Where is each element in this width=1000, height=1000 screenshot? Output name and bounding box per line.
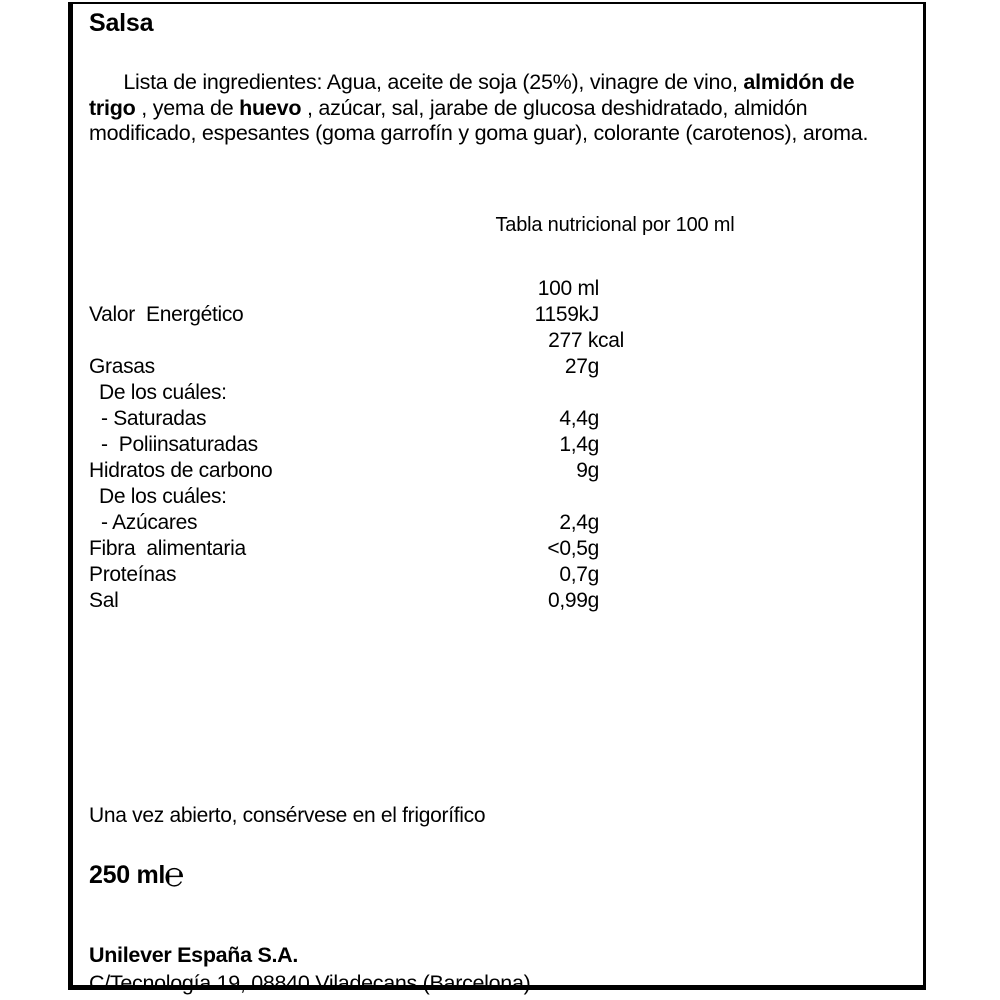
nutrition-row	[89, 328, 919, 354]
nutrition-column-header-row	[89, 276, 919, 302]
estimated-sign-icon: ℮	[164, 856, 185, 894]
nutrition-row-value: 9g	[576, 459, 599, 482]
label-header	[89, 4, 915, 172]
nutrition-row	[89, 458, 919, 484]
nutrition-row	[89, 432, 919, 458]
nutrition-row-label: Sal	[89, 589, 119, 612]
nutrition-row	[89, 302, 919, 328]
nutrition-row-value: <0,5g	[547, 537, 599, 560]
ingredients-allergen-wheat-starch: almidón de trigo	[89, 70, 861, 120]
ingredients-suffix: , azúcar, sal, jarabe de glucosa deshidratado, almidón modificado, espesantes (goma garrofín y goma guar), colorante (carotenos), aroma.	[89, 95, 869, 145]
net-volume	[89, 856, 185, 894]
nutrition-row-label: Grasas	[89, 355, 155, 378]
nutrition-table-caption: Tabla nutricional por 100 ml	[495, 214, 735, 236]
ingredients-prefix: Lista de ingredientes: Agua, aceite de soja (25%), vinagre de vino,	[123, 70, 744, 94]
nutrition-row-label: Proteínas	[89, 563, 177, 586]
nutrition-row-label: - Saturadas	[101, 407, 207, 430]
nutrition-row	[89, 354, 919, 380]
nutrition-row	[89, 588, 919, 614]
nutrition-row-value: 27g	[564, 355, 599, 378]
nutrition-row-label: - Azúcares	[101, 511, 198, 534]
nutrition-row-value: 1159kJ	[534, 303, 599, 326]
nutrition-row-label: De los cuáles:	[99, 485, 227, 508]
ingredients-list	[89, 45, 879, 173]
nutrition-table	[89, 212, 919, 614]
page-title: Salsa	[89, 9, 154, 37]
nutrition-row	[89, 484, 919, 510]
nutrition-table-body	[89, 276, 919, 614]
nutrition-row-value: 2,4g	[559, 511, 599, 534]
nutrition-row-value: 4,4g	[559, 407, 599, 430]
net-volume-amount: 250 ml	[89, 861, 166, 889]
nutrition-row-label: Valor Energético	[89, 303, 244, 326]
nutrition-row-value: 277 kcal	[548, 329, 624, 352]
nutrition-row-label: De los cuáles:	[99, 381, 227, 404]
storage-instructions: Una vez abierto, consérvese en el frigorífico	[89, 804, 486, 827]
nutrition-row	[89, 380, 919, 406]
nutrition-row-label: Fibra alimentaria	[89, 537, 246, 560]
nutrition-column-header-value: 100 ml	[537, 277, 599, 300]
nutrition-row-value: 0,7g	[559, 563, 599, 586]
nutrition-row-value: 1,4g	[559, 433, 599, 456]
manufacturer-info	[89, 942, 531, 996]
nutrition-row-label: - Poliinsaturadas	[101, 433, 258, 456]
nutrition-row	[89, 562, 919, 588]
nutrition-row	[89, 536, 919, 562]
ingredients-allergen-egg: huevo	[239, 95, 302, 120]
ingredients-mid: , yema de	[135, 95, 240, 120]
manufacturer-name: Unilever España S.A.	[89, 943, 299, 967]
manufacturer-address: C/Tecnología 19, 08840 Viladecans (Barcelona)	[89, 971, 531, 995]
nutrition-row	[89, 510, 919, 536]
nutrition-row	[89, 406, 919, 432]
product-label-panel	[68, 2, 926, 995]
nutrition-row-label: Hidratos de carbono	[89, 459, 273, 482]
nutrition-row-value: 0,99g	[547, 589, 599, 612]
